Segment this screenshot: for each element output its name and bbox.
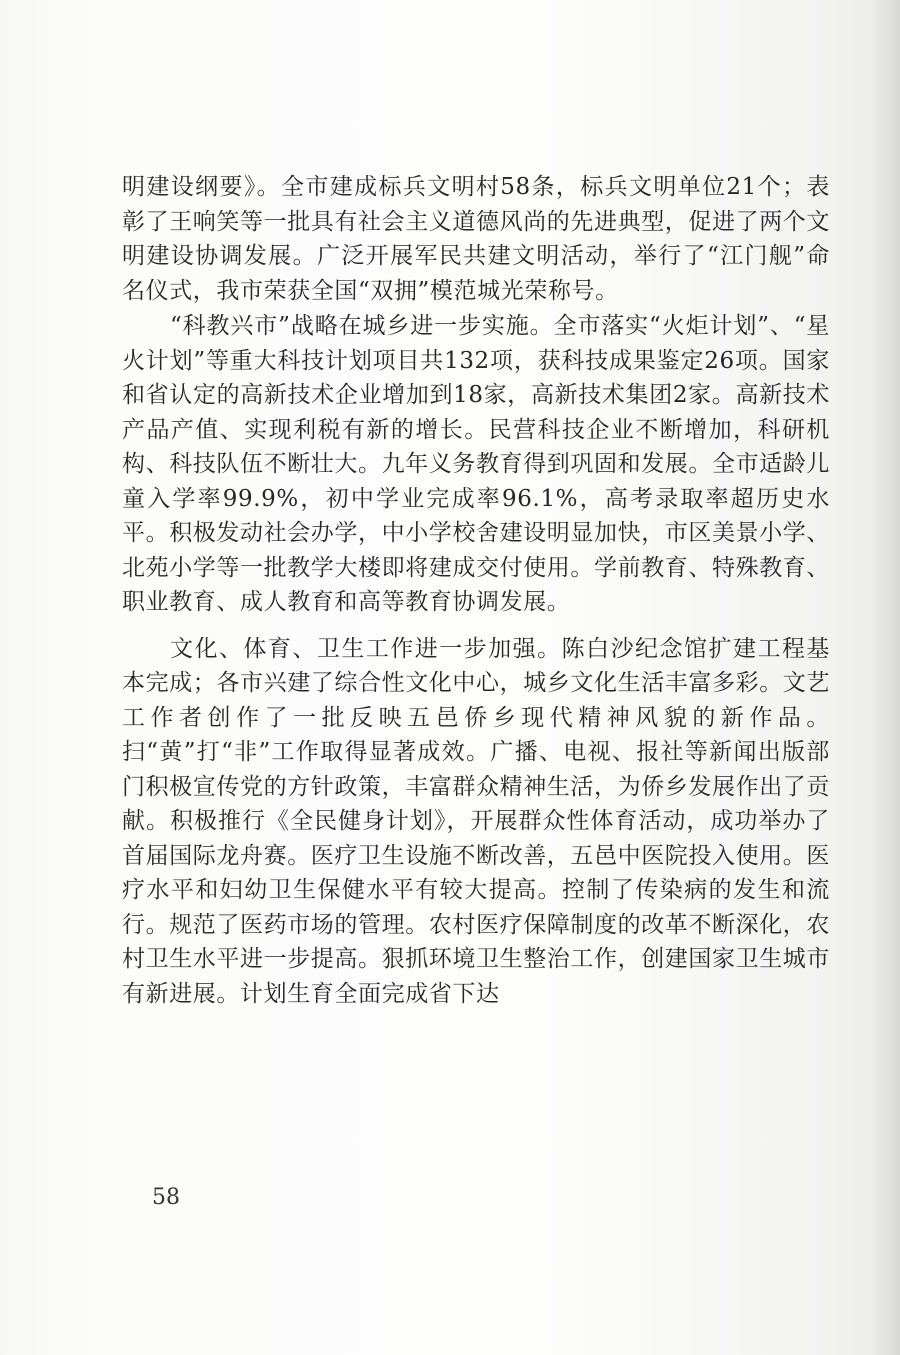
page-number: 58 (152, 1185, 180, 1210)
body-text (122, 170, 830, 1011)
paragraph-culture-health: 文化、体育、卫生工作进一步加强。陈白沙纪念馆扩建工程基本完成；各市兴建了综合性文化中心，城乡文化生活丰富多彩。文艺工作者创作了一批反映五邑侨乡现代精神风貌的新作品。扫“黄”打“非”工作取得显著成效。广播、电视、报社等新闻出版部门积极宣传党的方针政策，丰富群众精神生活，为侨乡发展作出了贡献。积极推行《全民健身计划》，开展群众性体育活动，成功举办了首届国际龙舟赛。医疗卫生设施不断改善，五邑中医院投入使用。医疗水平和妇幼卫生保健水平有较大提高。控制了传染病的发生和流行。规范了医药市场的管理。农村医疗保障制度的改革不断深化，农村卫生水平进一步提高。狠抓环境卫生整治工作，创建国家卫生城市有新进展。计划生育全面完成省下达 (122, 635, 830, 1007)
page-edge-shadow (870, 0, 900, 1355)
paragraph-science-education: “科教兴市”战略在城乡进一步实施。全市落实“火炬计划”、“星火计划”等重大科技计划项目共132项，获科技成果鉴定26项。国家和省认定的高新技术企业增加到18家，高新技术集团2家。高新技术产品产值、实现利税有新的增长。民营科技企业不断增加，科研机构、科技队伍不断壮大。九年义务教育得到巩固和发展。全市适龄儿童入学率99.9%，初中学业完成率96.1%，高考录取率超历史水平。积极发动社会办学，中小学校舍建设明显加快，市区美景小学、北苑小学等一批教学大楼即将建成交付使用。学前教育、特殊教育、职业教育、成人教育和高等教育协调发展。 (122, 313, 830, 615)
paragraph-civilization: 明建设纲要》。全市建成标兵文明村58条，标兵文明单位21个；表彰了王响笑等一批具有社会主义道德风尚的先进典型，促进了两个文明建设协调发展。广泛开展军民共建文明活动，举行了“江门舰”命名仪式，我市荣获全国“双拥”模范城光荣称号。 (122, 174, 830, 304)
